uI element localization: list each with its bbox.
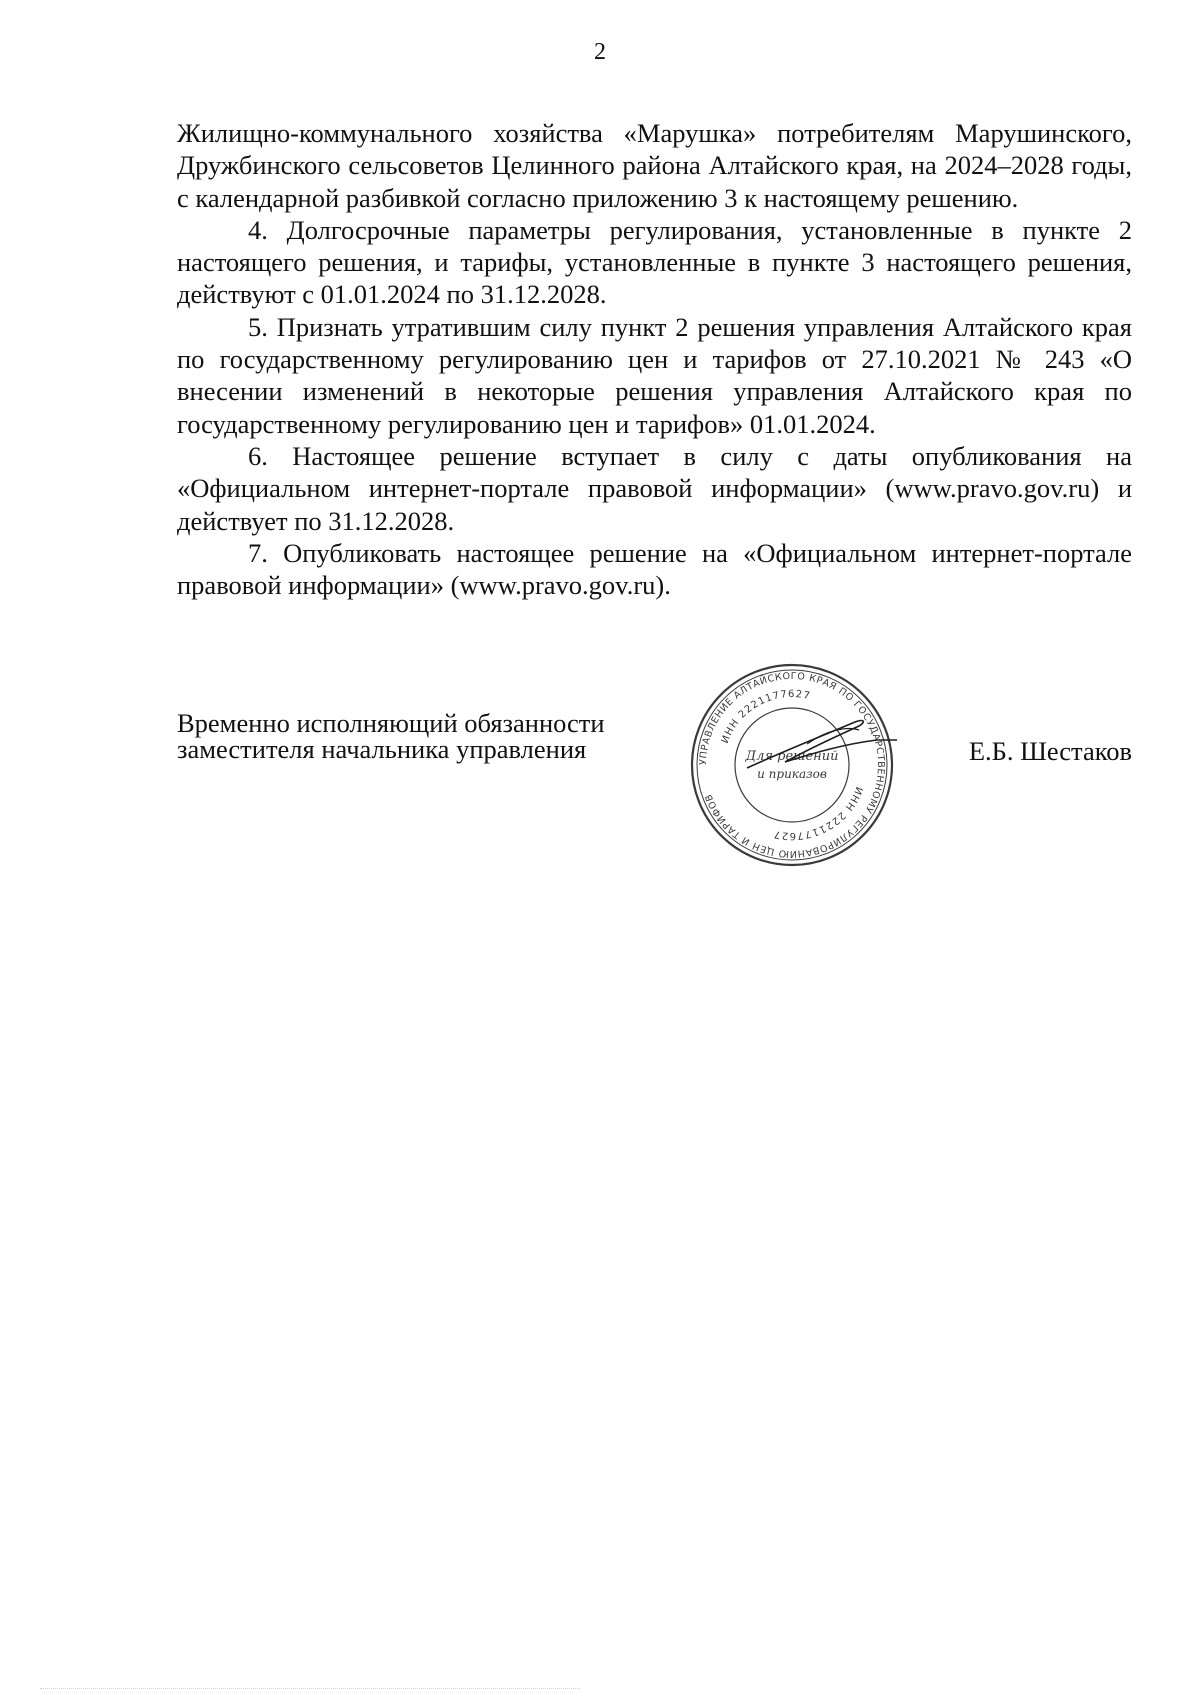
stamp-seal-icon [687, 660, 897, 870]
stamp-outer-text: УПРАВЛЕНИЕ АЛТАЙСКОГО КРАЯ ПО ГОСУДАРСТВЕННОМУ РЕГУЛИРОВАНИЮ ЦЕН И ТАРИФОВ [697, 670, 887, 860]
signer-title-line-2: заместителя начальника управления [177, 734, 587, 764]
signer-name: Е.Б. Шестаков [968, 736, 1132, 766]
stamp-inn-text-repeat: ИНН 2221177627 [772, 784, 865, 842]
stamp-center-line-2: и приказов [757, 767, 827, 781]
official-stamp [687, 660, 897, 870]
signer-title-line-1: Временно исполняющий обязанности [177, 708, 605, 738]
stamp-center-line-1: Для решений [745, 749, 839, 764]
paragraph-item-4: 4. Долгосрочные параметры регулирования, установленные в пункте 2 настоящего решения, и тарифы, установленные в пункте 3 настоящего решения, действуют с 01.01.2024 по 31.12.2028. [177, 214, 1132, 310]
paragraph-continuation: Жилищно-коммунального хозяйства «Марушка» потребителям Марушинского, Дружбинского сельсоветов Целинного района Алтайского края, на 2024–2028 годы, с календарной разбивкой согласно приложению 3 к настоящему решению. [177, 118, 1132, 213]
signer-title [177, 710, 605, 762]
paragraph-item-7: 7. Опубликовать настоящее решение на «Официальном интернет-портале правовой информации» (www.pravo.gov.ru). [177, 537, 1132, 601]
scan-artifact-line [40, 1688, 580, 1689]
stamp-inn-text: ИНН 2221177627 [719, 688, 812, 746]
signature-block [177, 670, 1132, 870]
paragraph-item-6: 6. Настоящее решение вступает в силу с даты опубликования на «Официальном интернет-портале правовой информации» (www.pravo.gov.ru) и действует по 31.12.2028. [177, 440, 1132, 536]
document-body [177, 117, 1132, 601]
paragraph-item-5: 5. Признать утратившим силу пункт 2 решения управления Алтайского края по государственному регулированию цен и тарифов от 27.10.2021 № 243 «О внесении изменений в некоторые решения управления Алтайского края по государственному регулированию цен и тарифов» 01.01.2024. [177, 311, 1132, 439]
page-number: 2 [594, 39, 606, 65]
